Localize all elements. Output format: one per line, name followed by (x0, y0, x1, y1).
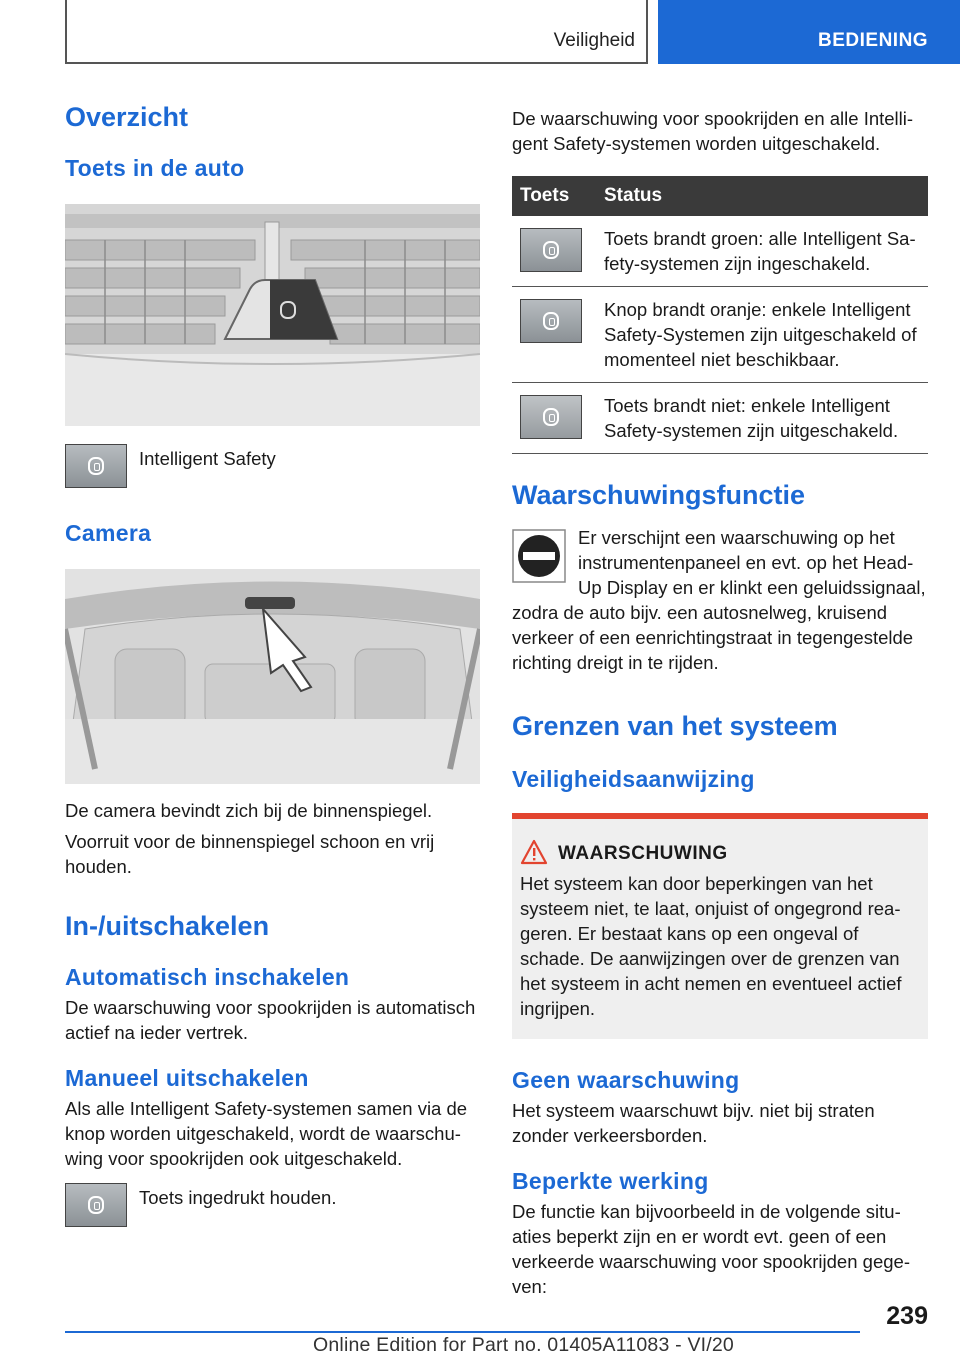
heading-waarschuwingsfunctie: Waarschuwingsfunctie (512, 480, 806, 510)
heading-camera: Camera (65, 520, 152, 546)
warning-triangle-icon (520, 839, 548, 865)
footer-edition: Online Edition for Part no. 01405A11083 - VI/20 (313, 1334, 734, 1356)
status-cell: Knop brandt oranje: enkele Intelligent Safety-Systemen zijn uitgeschakeld of momenteel niet beschikbaar. (596, 287, 928, 383)
heading-toets-in-de-auto: Toets in de auto (65, 155, 245, 181)
no-entry-sign-icon (512, 529, 566, 583)
heading-veiligheidsaanwijzing: Veiligheidsaanwijzing (512, 766, 755, 792)
heading-grenzen: Grenzen van het systeem (512, 711, 838, 741)
intelligent-safety-button-icon (65, 1183, 127, 1227)
right-column (512, 96, 928, 1299)
status-table (512, 176, 928, 454)
status-cell: Toets brandt niet: enkele Intelligent Safety-systemen zijn uitgeschakeld. (596, 383, 928, 454)
windshield-camera-illustration (65, 569, 480, 784)
beperkt-text: De functie kan bijvoorbeeld in de volgende situaties beperkt zijn en er wordt evt. geen of een verkeerde waarschuwing voor spookrijden gegeven: (512, 1201, 910, 1297)
waarsch-block (512, 525, 928, 675)
heading-beperkte-werking: Beperkte werking (512, 1168, 709, 1194)
auto-text: De waarschuwing voor spookrijden is automatisch actief na ieder vertrek. (65, 997, 476, 1043)
table-row (512, 216, 928, 287)
manueel-text: Als alle Intelligent Safety-systemen samen via de knop worden uitgeschakeld, wordt de waarschuwing voor spookrijden ook uitgeschakeld. (65, 1098, 468, 1169)
heading-automatisch-inschakelen: Automatisch inschakelen (65, 964, 350, 990)
status-table-header (512, 176, 928, 216)
hold-label: Toets ingedrukt houden. (139, 1187, 337, 1208)
intro-text: De waarschuwing voor spookrijden en alle Intelligent Safety-systemen worden uitgeschakeld. (512, 108, 914, 154)
camera-text-2: Voorruit voor de binnenspiegel schoon en vrij houden. (65, 831, 435, 877)
intelligent-safety-button-icon (65, 444, 127, 488)
waarsch-text: Er verschijnt een waarschuwing op het instrumentenpaneel en evt. op het Head-Up Display en er klinkt een geluidssignaal, zodra de auto bijv. een autosnelweg, kruisend verkeer of een eenrichtingstraat in tegengestelde richting dreigt in te rijden. (512, 527, 926, 673)
intelligent-safety-label: Intelligent Safety (139, 448, 276, 469)
heading-in-uitschakelen: In-/uitschakelen (65, 911, 270, 941)
footer-rule (65, 1331, 860, 1333)
table-row (512, 383, 928, 454)
figure-button-in-car (65, 204, 480, 426)
figure-camera (65, 569, 480, 784)
heading-geen-waarschuwing: Geen waarschuwing (512, 1067, 740, 1093)
grille-button-illustration (65, 204, 480, 426)
warning-title: WAARSCHUWING (558, 843, 728, 864)
chapter-tab[interactable] (658, 0, 960, 64)
page-number: 239 (886, 1302, 928, 1330)
col-header-toets: Toets (512, 176, 596, 216)
left-column (65, 96, 480, 1227)
chapter-tab-label: BEDIENING (818, 30, 929, 51)
warning-box (512, 813, 928, 1039)
status-cell: Toets brandt groen: alle Intelligent Safety-systemen zijn ingeschakeld. (596, 216, 928, 287)
button-green-icon (520, 228, 582, 272)
camera-text-1: De camera bevindt zich bij de binnenspiegel. (65, 800, 433, 821)
col-header-status: Status (596, 176, 928, 216)
button-orange-icon (520, 299, 582, 343)
warning-text: Het systeem kan door beperkingen van het systeem niet, te laat, onjuist of ongegrond reageren. Er bestaat kans op een ongeval of schade. De aanwijzingen over de grenzen van het systeem in acht nemen en eventueel actief ingrijpen. (520, 873, 902, 1019)
heading-overzicht: Overzicht (65, 102, 189, 132)
intelligent-safety-row (65, 444, 480, 488)
geen-text: Het systeem waarschuwt bijv. niet bij straten zonder verkeersborden. (512, 1100, 875, 1146)
section-title: Veiligheid (553, 30, 635, 51)
heading-manueel-uitschakelen: Manueel uitschakelen (65, 1065, 309, 1091)
warning-title-wrap (558, 843, 920, 865)
hold-button-row (65, 1183, 480, 1227)
button-off-icon (520, 395, 582, 439)
table-row (512, 287, 928, 383)
